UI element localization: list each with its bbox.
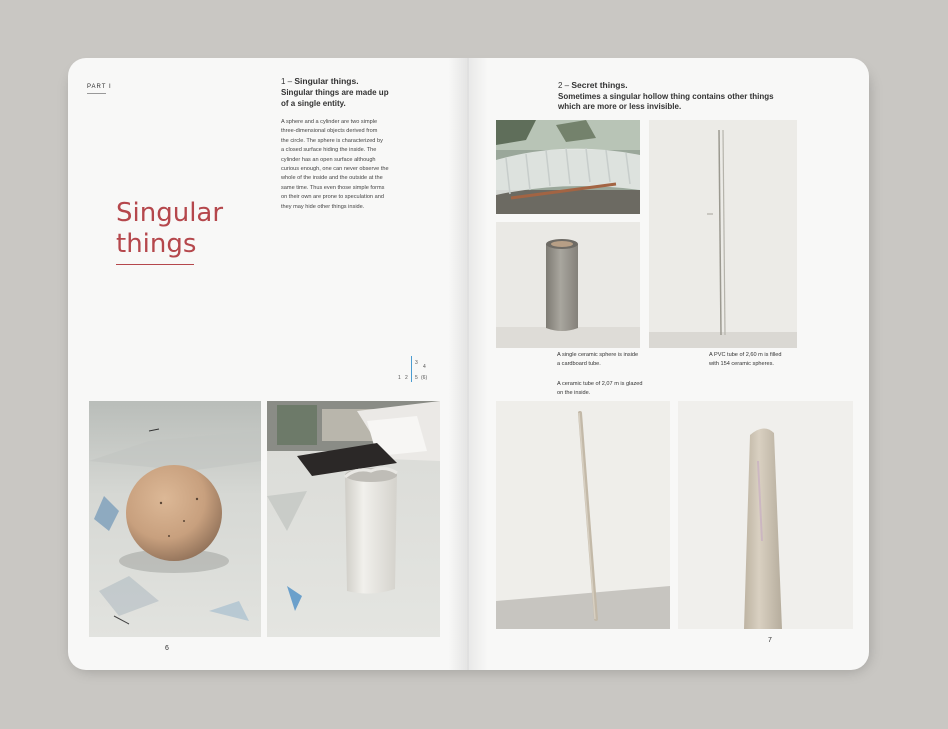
greenhouse-tube-photo [496, 120, 640, 214]
book-gutter [448, 58, 488, 670]
section-2-subtitle-line2: which are more or less invisible. [558, 102, 682, 111]
body-line: whole of the inside and the outside at the [281, 175, 383, 182]
cardboard-tube-photo [267, 401, 440, 637]
pvc-tube-image [649, 120, 797, 348]
chapter-title-line1: Singular [116, 198, 224, 228]
ceramic-tube-closeup-photo [678, 401, 853, 629]
body-line: three-dimensional objects derived from [281, 128, 378, 135]
sphere-in-tube-photo [496, 222, 640, 348]
section-1-number: 1 – [281, 77, 293, 86]
ceramic-tube-leaning-photo [496, 401, 670, 629]
caption-3 [709, 351, 781, 368]
diagram-blue-bar [411, 356, 412, 382]
cardboard-tube-image [267, 401, 440, 637]
body-line: cylinder has an open surface although [281, 156, 376, 163]
section-1-title: Singular things. [294, 76, 359, 86]
section-1-heading [281, 76, 359, 87]
body-line: A sphere and a cylinder are two simple [281, 119, 378, 125]
caption-3-line2: with 154 ceramic spheres. [709, 360, 774, 367]
diagram-number: 1 [398, 375, 401, 381]
section-2-number: 2 – [558, 81, 570, 90]
caption-2-line1: A ceramic tube of 2,07 m is glazed [557, 381, 643, 387]
page-number-left: 6 [165, 645, 169, 652]
section-1-body [281, 118, 413, 212]
cork-sphere-photo [89, 401, 261, 637]
caption-2-line2: on the inside. [557, 389, 591, 396]
part-underline [87, 93, 106, 94]
diagram-number: 2 [405, 375, 408, 381]
section-2-heading [558, 80, 628, 91]
chapter-title-underline [116, 264, 194, 265]
diagram-number: 4 [423, 364, 426, 370]
caption-1-line2: a cardboard tube. [557, 360, 601, 367]
cork-sphere-image [89, 401, 261, 637]
body-line: same time. Thus even those simple forms [281, 184, 385, 191]
greenhouse-tube-image [496, 120, 640, 214]
section-2-subtitle-line1: Sometimes a singular hollow thing contains other things [558, 92, 774, 101]
sphere-in-tube-image [496, 222, 640, 348]
page-number-right: 7 [768, 637, 772, 644]
ceramic-tube-leaning-image [496, 401, 670, 629]
part-label: PART I [87, 84, 112, 90]
body-line: a closed surface hiding the inside. The [281, 147, 377, 154]
chapter-title-line2: things [116, 229, 197, 259]
section-1-subtitle-line2: of a single entity. [281, 99, 346, 108]
caption-1-line1: A single ceramic sphere is inside [557, 352, 639, 358]
diagram-number: 5 [415, 375, 418, 381]
caption-1 [557, 351, 638, 368]
body-line: on their own are prone to speculation and [281, 194, 384, 201]
section-2-title: Secret things. [571, 80, 628, 90]
section-1-subtitle-line1: Singular things are made up [281, 88, 389, 97]
index-diagram [395, 356, 435, 386]
caption-2 [557, 380, 643, 397]
diagram-number: 3 [415, 360, 418, 366]
body-line: curious enough, one can never observe the [281, 166, 389, 173]
diagram-number: (6) [421, 375, 428, 381]
body-line: they may hide other things inside. [281, 203, 365, 210]
caption-3-line1: A PVC tube of 2,60 m is filled [709, 352, 782, 358]
chapter-title [116, 198, 223, 260]
pvc-tube-photo [649, 120, 797, 348]
ceramic-tube-closeup-image [678, 401, 853, 629]
body-line: the circle. The sphere is characterized by [281, 137, 383, 144]
